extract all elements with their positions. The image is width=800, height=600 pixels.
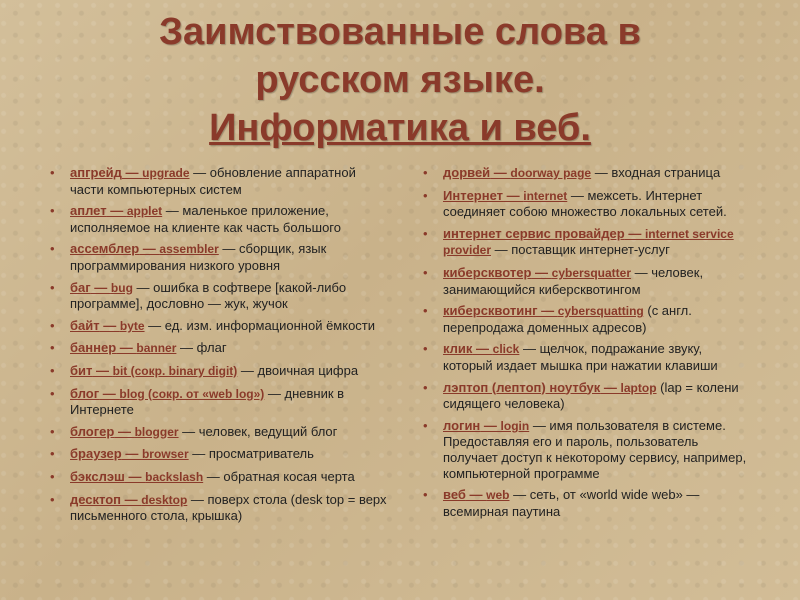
term-english: assembler — [159, 242, 219, 257]
term-description: — ед. изм. информационной ёмкости — [144, 317, 376, 333]
term-english: desktop — [141, 492, 188, 507]
term-description: (с англ. перепродажа доменных адресов) — [443, 303, 692, 335]
term-russian: блог — [70, 385, 100, 401]
term-english: doorway page — [510, 166, 592, 180]
term-description: — человек, занимающийся киберсквотингом — [443, 264, 704, 297]
term-english: cybersquatter — [551, 265, 632, 280]
term-dash: — — [503, 187, 524, 203]
term-link[interactable] — [443, 487, 510, 502]
bullet-icon: • — [50, 362, 55, 378]
term-description: — сеть, от «world wide web» — всемирная паутина — [443, 487, 700, 519]
title-line-3: Информатика и веб. — [209, 107, 591, 149]
list-item — [421, 303, 751, 335]
term-link[interactable] — [70, 492, 187, 507]
term-russian: Интернет — [443, 187, 504, 203]
term-link[interactable] — [443, 265, 631, 280]
bullet-icon: • — [50, 340, 55, 356]
list-item — [48, 203, 388, 235]
term-dash: — — [480, 417, 501, 433]
term-english: web — [486, 488, 510, 503]
right-term-list — [421, 165, 751, 519]
term-english: cybersquatting — [557, 304, 644, 319]
list-item — [48, 469, 388, 486]
term-link[interactable] — [443, 303, 644, 318]
bullet-icon: • — [50, 385, 55, 401]
term-russian: ассемблер — [70, 241, 140, 257]
bullet-icon: • — [50, 279, 55, 295]
term-link[interactable] — [70, 446, 189, 461]
list-item — [421, 226, 751, 259]
term-description: — двоичная цифра — [237, 362, 359, 378]
term-dash: — — [531, 264, 552, 280]
term-link[interactable] — [443, 341, 519, 356]
list-item — [48, 363, 388, 380]
term-description: (lap = колени сидящего человека) — [443, 379, 739, 412]
bullet-icon: • — [50, 203, 55, 219]
term-description: — обновление аппаратной части компьютерных систем — [70, 165, 356, 197]
term-russian: бит — [70, 362, 93, 378]
term-dash: — — [121, 165, 143, 180]
term-description: — маленькое приложение, исполняемое на клиенте как часть большого — [70, 203, 341, 235]
list-item — [421, 341, 751, 373]
list-item — [48, 492, 388, 524]
bullet-icon: • — [50, 165, 55, 180]
term-link[interactable] — [70, 424, 179, 439]
list-item — [421, 380, 751, 412]
term-link[interactable] — [70, 165, 190, 180]
left-term-list — [48, 165, 388, 524]
term-link[interactable] — [70, 203, 162, 218]
list-item — [48, 165, 388, 197]
list-item — [421, 165, 751, 182]
term-english: login — [500, 418, 530, 433]
term-description: — флаг — [176, 340, 227, 356]
bullet-icon: • — [423, 487, 428, 503]
bullet-icon: • — [50, 491, 55, 507]
term-link[interactable] — [70, 363, 237, 378]
term-dash: — — [116, 340, 137, 356]
bullet-icon: • — [50, 317, 55, 333]
term-dash: — — [99, 385, 120, 401]
term-russian: киберсквотинг — [443, 303, 538, 319]
term-english: bug — [110, 280, 133, 295]
term-english: applet — [126, 204, 163, 219]
list-item — [48, 241, 388, 273]
term-dash: — — [624, 225, 645, 241]
term-russian: браузер — [70, 446, 122, 462]
term-russian: веб — [443, 487, 466, 503]
term-description: — сборщик, язык программирования низкого уровня — [70, 241, 327, 273]
term-dash: — — [121, 491, 142, 507]
list-item — [421, 418, 751, 481]
term-dash: — — [106, 203, 127, 219]
bullet-icon: • — [50, 446, 55, 462]
term-link[interactable] — [443, 188, 567, 203]
term-link[interactable] — [70, 280, 133, 295]
bullet-icon: • — [50, 423, 55, 439]
bullet-icon: • — [423, 187, 428, 203]
term-description: — щелчок, подражание звуку, который издает мышка при нажатии клавиши — [443, 341, 718, 373]
term-dash: — — [139, 241, 160, 257]
term-link[interactable] — [70, 241, 219, 256]
term-link[interactable] — [70, 469, 203, 484]
title-line-1: Заимствованные слова в — [159, 11, 641, 53]
right-column — [421, 165, 751, 525]
term-english: upgrade — [142, 166, 190, 180]
bullet-icon: • — [423, 379, 428, 395]
bullet-icon: • — [423, 264, 428, 280]
term-english: blog (сокр. от «web log») — [119, 386, 265, 401]
bullet-icon: • — [423, 165, 428, 180]
bullet-icon: • — [423, 341, 428, 357]
term-description: — поверх стола (desk top = верх письменного стола, крышка) — [70, 491, 387, 524]
term-description: — просматриватель — [188, 446, 314, 462]
list-item — [48, 424, 388, 441]
term-english: laptop — [620, 380, 657, 395]
term-english: backslash — [145, 469, 204, 484]
term-english: browser — [141, 447, 189, 462]
term-russian: десктоп — [70, 491, 122, 507]
term-russian: лэптоп (лептоп) ноутбук — [443, 379, 601, 395]
term-description: — поставщик интернет-услуг — [491, 242, 670, 258]
list-item — [421, 265, 751, 297]
slide-title — [0, 8, 800, 152]
term-russian: киберсквотер — [443, 264, 532, 280]
term-english: byte — [119, 318, 145, 333]
term-description: — обратная косая черта — [203, 468, 355, 484]
term-link[interactable] — [70, 340, 176, 355]
bullet-icon: • — [423, 303, 428, 319]
term-russian: блогер — [70, 423, 115, 439]
term-dash: — — [600, 379, 621, 395]
term-link[interactable] — [443, 165, 591, 180]
term-dash: — — [114, 423, 135, 439]
bullet-icon: • — [423, 417, 428, 433]
term-russian: баннер — [70, 340, 117, 356]
term-russian: бэкслэш — [70, 468, 125, 484]
term-dash: — — [465, 487, 487, 503]
term-english: click — [492, 342, 520, 357]
term-dash: — — [121, 446, 142, 462]
term-english: blogger — [134, 424, 179, 439]
term-description: — человек, ведущий блог — [178, 423, 338, 439]
term-description: — дневник в Интернете — [70, 385, 345, 418]
bullet-icon: • — [50, 468, 55, 484]
term-description: — межсеть. Интернет соединяет собою множество локальных сетей. — [443, 187, 727, 220]
term-english: internet service provider — [443, 226, 734, 258]
term-dash: — — [124, 468, 146, 484]
list-item — [48, 280, 388, 312]
term-russian: клик — [443, 341, 473, 357]
list-item — [421, 188, 751, 220]
term-description: — имя пользователя в системе. Предоставляя его и пароль, пользователь получает доступ к некоторому сервису, например, компьютерной программе — [443, 417, 747, 481]
term-russian: дорвей — [443, 165, 491, 180]
list-item — [48, 386, 388, 418]
term-english: banner — [136, 341, 177, 356]
title-line-2: русском языке. — [255, 59, 545, 101]
term-link[interactable] — [70, 318, 145, 333]
term-dash: — — [490, 165, 511, 180]
bullet-icon: • — [423, 225, 428, 241]
term-russian: логин — [443, 417, 481, 433]
term-russian: аплет — [70, 203, 107, 219]
term-dash: — — [92, 362, 113, 378]
bullet-icon: • — [50, 241, 55, 257]
term-english: internet — [523, 188, 568, 203]
term-link[interactable] — [443, 418, 529, 433]
list-item — [48, 318, 388, 335]
term-russian: апгрейд — [70, 165, 122, 180]
list-item — [48, 446, 388, 463]
term-description: — входная страница — [591, 165, 721, 180]
term-dash: — — [90, 279, 111, 295]
list-item — [48, 340, 388, 357]
term-dash: — — [537, 303, 558, 319]
term-link[interactable] — [70, 386, 264, 401]
term-russian: байт — [70, 317, 100, 333]
term-link[interactable] — [443, 380, 657, 395]
term-english: bit (сокр. binary digit) — [112, 363, 238, 378]
list-item — [421, 487, 751, 519]
term-dash: — — [472, 341, 493, 357]
term-dash: — — [99, 317, 120, 333]
term-description: — ошибка в софтвере [какой-либо программе], дословно — жук, жучок — [70, 279, 347, 312]
term-russian: баг — [70, 279, 91, 295]
term-russian: интернет сервис провайдер — [443, 225, 625, 241]
left-column — [48, 165, 388, 530]
